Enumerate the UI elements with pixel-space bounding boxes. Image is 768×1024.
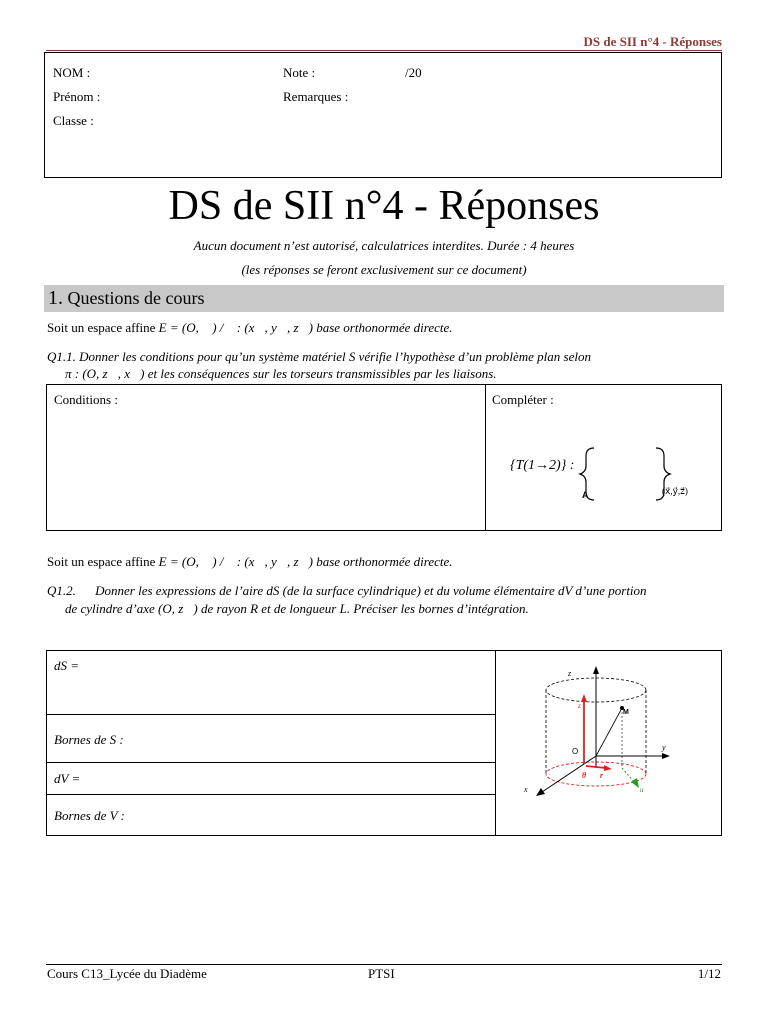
espace-prefix-2: Soit un espace affine <box>47 554 156 569</box>
r-label: r <box>600 771 604 780</box>
q2-row-line-3 <box>46 794 496 795</box>
conditions-label: Conditions : <box>54 392 118 407</box>
espace-math-2: E = (O, ℬ) / ℬ: (x⃗, y⃗, z⃗) base orthonormée directe. <box>158 554 453 569</box>
q2-row-line-2 <box>46 762 496 763</box>
completer-label: Compléter : <box>492 392 554 407</box>
q2-line1 <box>47 583 723 599</box>
bornes-s-label: Bornes de S : <box>54 732 124 747</box>
subtitle-answers: (les réponses se feront exclusivement sur ce document) <box>241 262 527 277</box>
z-red-arrowhead <box>581 694 587 702</box>
m-label: M <box>623 709 629 716</box>
section-heading <box>44 285 724 312</box>
identification-box <box>44 52 722 178</box>
om-segment <box>596 708 622 756</box>
q1-table-divider <box>485 384 486 531</box>
q1-line2 <box>65 366 723 382</box>
x-axis <box>542 756 596 792</box>
dv-answer-area[interactable] <box>100 766 490 791</box>
theta-label: θ <box>582 771 587 780</box>
ds-label: dS = <box>54 658 80 673</box>
note-scale: /20 <box>405 65 422 80</box>
x-arrowhead <box>536 788 545 796</box>
classe-label: Classe : <box>53 113 94 128</box>
prenom-label: Prénom : <box>53 89 101 104</box>
torseur-answer-area[interactable] <box>600 448 650 488</box>
q1-number: Q1.1. <box>47 349 76 364</box>
espace-math: E = (O, ℬ) / ℬ: (x⃗, y⃗, z⃗) base orthonormée directe. <box>158 320 453 335</box>
torseur-label: {T(1→2)} : <box>510 458 575 473</box>
q1-text-1: Donner les conditions pour qu’un système matériel S vérifie l’hypothèse d’un problème plan selon <box>79 349 591 364</box>
q2-axis-math: (O, z⃗) <box>158 601 198 616</box>
u-label: u <box>640 786 644 794</box>
footer-course: Cours C13_Lycée du Diadème <box>47 966 207 981</box>
page-title: DS de SII n°4 - Réponses <box>168 183 600 229</box>
q2-text-2b: de rayon R et de longueur L. Préciser les bornes d’intégration. <box>200 601 529 616</box>
espace-prefix: Soit un espace affine <box>47 320 156 335</box>
q2-row-line-1 <box>46 714 496 715</box>
nom-label: NOM : <box>53 65 91 80</box>
note-label: Note : <box>283 65 316 80</box>
q2-table-divider <box>495 650 496 836</box>
footer-class: PTSI <box>368 966 395 981</box>
ds-answer-area[interactable] <box>100 655 490 710</box>
remarques-label: Remarques : <box>283 89 349 104</box>
espace-statement-2 <box>47 554 723 570</box>
y-arrowhead <box>662 753 670 759</box>
q1-text-2: et les conséquences sur les torseurs transmissibles par les liaisons. <box>147 366 497 381</box>
r-red-vector <box>586 766 606 768</box>
cylinder-figure <box>506 656 716 831</box>
subtitle-rules: Aucun document n’est autorisé, calculatrices interdites. Durée : 4 heures <box>193 238 575 253</box>
q2-line2 <box>65 601 723 617</box>
espace-statement-1 <box>47 320 723 336</box>
torseur-base: (x⃗,y⃗,z⃗) <box>662 486 688 496</box>
footer-rule <box>46 964 722 965</box>
origin-label: O <box>572 747 579 756</box>
running-header: DS de SII n°4 - Réponses <box>583 34 722 49</box>
dv-label: dV = <box>54 771 81 786</box>
conditions-answer-area[interactable] <box>50 410 480 525</box>
r-red-arrowhead <box>604 765 612 771</box>
q1-plane-math: π : (O, z⃗, x⃗) <box>65 366 145 381</box>
bornes-v-answer-area[interactable] <box>150 798 490 832</box>
footer-page-number: 1/12 <box>697 966 721 981</box>
y-axis-label: y <box>662 743 666 752</box>
header-rule <box>46 50 722 51</box>
x-axis-label: x <box>524 785 528 794</box>
z-red-label: z <box>578 702 581 710</box>
q2-text-2a: de cylindre d’axe <box>65 601 155 616</box>
section-title: Questions de cours <box>67 288 205 308</box>
q2-number: Q1.2. <box>47 583 76 598</box>
q2-text-1: Donner les expressions de l’aire dS (de la surface cylindrique) et du volume élémentaire dV d’une portion <box>95 583 647 598</box>
u-arrowhead <box>631 778 639 788</box>
bornes-v-label: Bornes de V : <box>54 808 125 823</box>
q1-line1 <box>47 349 723 365</box>
bornes-s-answer-area[interactable] <box>150 718 490 758</box>
torseur-point: A <box>582 490 589 500</box>
z-arrowhead <box>593 666 599 674</box>
section-number: 1. <box>48 287 63 309</box>
z-axis-label: z <box>568 669 572 678</box>
